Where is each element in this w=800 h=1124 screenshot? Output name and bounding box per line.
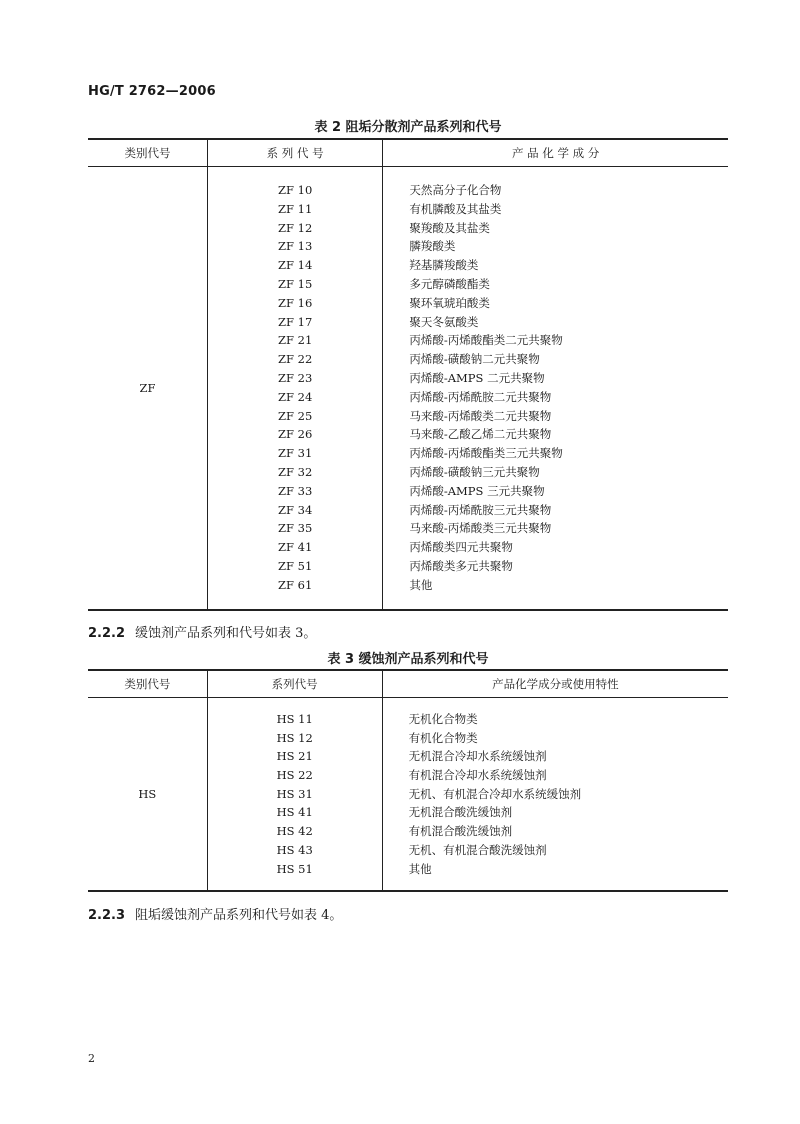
section-number: 2.2.2 — [88, 626, 126, 641]
series-code: HS 12 — [276, 730, 313, 745]
series-code: ZF 35 — [278, 521, 313, 536]
composition-text: 丙烯酸-丙烯酸酯类二元共聚物 — [409, 333, 563, 348]
series-code: ZF 14 — [278, 258, 313, 273]
composition-text: 丙烯酸-AMPS 二元共聚物 — [409, 370, 545, 385]
composition-text: 马来酸-丙烯酸类二元共聚物 — [409, 408, 552, 423]
composition-text: 丙烯酸-磺酸钠二元共聚物 — [409, 352, 540, 367]
composition-text: 丙烯酸-丙烯酸酯类三元共聚物 — [409, 446, 563, 461]
series-code: ZF 61 — [278, 577, 313, 592]
section-2-2-2 — [88, 622, 316, 641]
series-code: ZF 12 — [278, 220, 313, 235]
composition-text: 无机化合物类 — [408, 712, 478, 726]
standard-code: HG/T 2762—2006 — [88, 84, 216, 99]
series-code: ZF 24 — [278, 389, 313, 404]
page-number: 2 — [88, 1052, 95, 1065]
table2-header-row — [88, 139, 728, 167]
series-code: ZF 10 — [278, 183, 313, 197]
composition-text: 羟基膦羧酸类 — [409, 258, 479, 273]
composition-text: 丙烯酸-AMPS 三元共聚物 — [409, 483, 545, 498]
series-code: ZF 31 — [278, 446, 313, 461]
table2-header-composition: 产 品 化 学 成 分 — [383, 139, 728, 167]
series-code: ZF 34 — [278, 502, 313, 517]
series-code: HS 42 — [276, 824, 313, 839]
table2-title: 表 2 阻垢分散剂产品系列和代号 — [314, 120, 502, 135]
composition-text: 天然高分子化合物 — [409, 183, 502, 197]
series-code: ZF 23 — [278, 370, 313, 385]
composition-text: 有机混合酸洗缓蚀剂 — [408, 824, 513, 839]
table2-header-series: 系 列 代 号 — [207, 139, 382, 167]
series-code: ZF 32 — [278, 464, 313, 479]
series-code: HS 43 — [276, 842, 313, 857]
table3-body-row — [88, 698, 728, 892]
series-code: HS 11 — [276, 712, 313, 726]
series-code: ZF 17 — [278, 314, 313, 329]
composition-text: 无机混合冷却水系统缓蚀剂 — [408, 749, 547, 764]
series-code: HS 51 — [276, 861, 313, 876]
table3 — [88, 669, 728, 892]
series-code: ZF 51 — [278, 558, 313, 573]
table3-header-row — [88, 670, 728, 698]
series-code: ZF 25 — [278, 408, 313, 423]
composition-text: 聚天冬氨酸类 — [409, 314, 479, 329]
composition-text: 丙烯酸类多元共聚物 — [409, 558, 513, 573]
composition-text: 丙烯酸类四元共聚物 — [409, 540, 513, 555]
composition-text: 聚羧酸及其盐类 — [409, 220, 490, 235]
series-code: ZF 26 — [278, 427, 313, 442]
series-code: HS 22 — [276, 768, 313, 783]
section-text: 缓蚀剂产品系列和代号如表 3。 — [135, 626, 317, 641]
table3-category-code: HS — [88, 698, 207, 892]
table2-body-row — [88, 167, 728, 610]
table2-header-category: 类别代号 — [88, 139, 207, 167]
series-code: ZF 41 — [278, 540, 313, 555]
composition-text: 有机膦酸及其盐类 — [409, 201, 502, 216]
composition-text: 聚环氧琥珀酸类 — [409, 295, 490, 310]
composition-text: 多元醇磷酸酯类 — [409, 276, 490, 291]
composition-text: 丙烯酸-磺酸钠三元共聚物 — [409, 464, 540, 479]
table2-category-code: ZF — [88, 167, 207, 610]
table3-title: 表 3 缓蚀剂产品系列和代号 — [327, 652, 489, 667]
table3-header-category: 类别代号 — [88, 670, 207, 698]
composition-text: 无机、有机混合冷却水系统缓蚀剂 — [408, 786, 582, 801]
composition-text: 无机混合酸洗缓蚀剂 — [408, 805, 513, 820]
series-code: HS 41 — [276, 805, 313, 820]
series-code: ZF 15 — [278, 276, 313, 291]
composition-text: 丙烯酸-丙烯酰胺三元共聚物 — [409, 502, 552, 517]
composition-text: 无机、有机混合酸洗缓蚀剂 — [408, 842, 547, 857]
series-code: HS 31 — [276, 786, 313, 801]
series-code: ZF 11 — [278, 201, 313, 216]
composition-text: 其他 — [409, 577, 433, 592]
table3-compositions — [382, 698, 728, 892]
series-code: HS 21 — [276, 749, 313, 764]
series-code: ZF 13 — [278, 239, 313, 254]
composition-text: 有机混合冷却水系统缓蚀剂 — [408, 768, 547, 783]
section-2-2-3 — [88, 904, 342, 923]
table2-compositions — [383, 167, 728, 610]
composition-text: 有机化合物类 — [408, 730, 478, 745]
table3-series-codes — [207, 698, 382, 892]
series-code: ZF 21 — [278, 333, 313, 348]
composition-text: 其他 — [408, 861, 432, 876]
composition-text: 膦羧酸类 — [409, 239, 456, 254]
table3-header-series: 系列代号 — [207, 670, 382, 698]
section-number: 2.2.3 — [88, 908, 126, 923]
composition-text: 马来酸-乙酸乙烯二元共聚物 — [409, 427, 552, 442]
section-text: 阻垢缓蚀剂产品系列和代号如表 4。 — [135, 908, 343, 923]
table2 — [88, 138, 728, 611]
composition-text: 马来酸-丙烯酸类三元共聚物 — [409, 521, 552, 536]
table2-series-codes — [207, 167, 382, 610]
composition-text: 丙烯酸-丙烯酰胺二元共聚物 — [409, 389, 552, 404]
series-code: ZF 16 — [278, 295, 313, 310]
series-code: ZF 33 — [278, 483, 313, 498]
series-code: ZF 22 — [278, 352, 313, 367]
table3-header-composition: 产品化学成分或使用特性 — [382, 670, 728, 698]
